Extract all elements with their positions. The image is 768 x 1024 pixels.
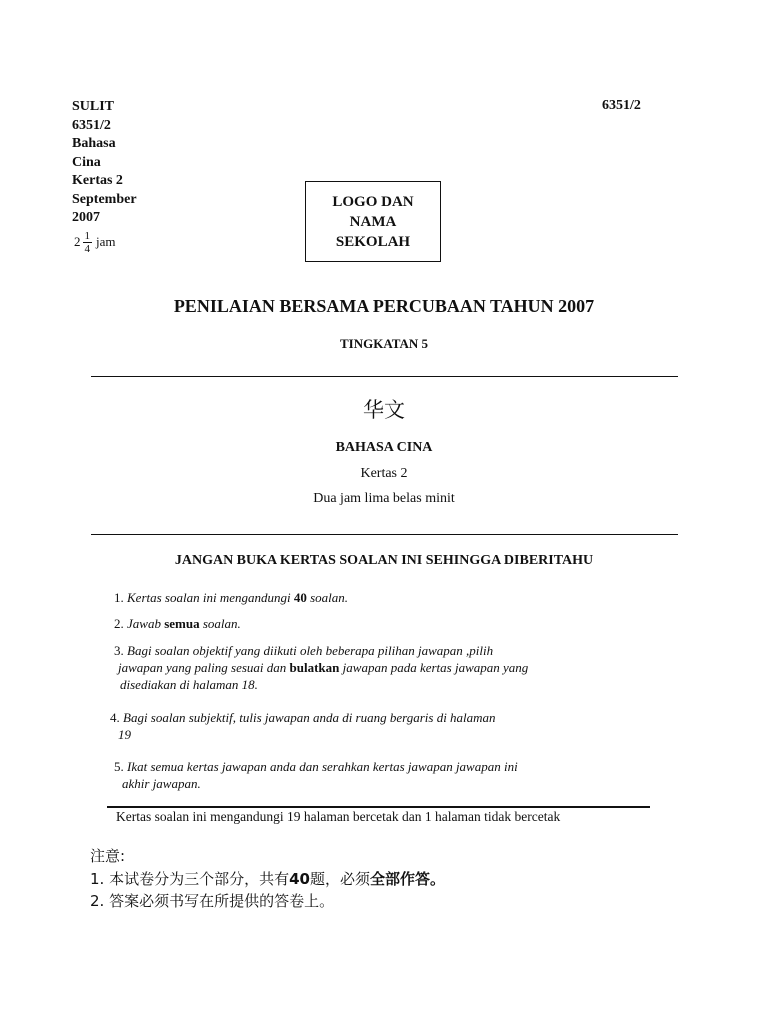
subject-line-1: Bahasa	[72, 136, 116, 151]
instruction-5: 5. Ikat semua kertas jawapan anda dan serahkan kertas jawapan jawapan ini akhir jawapan.	[114, 759, 518, 791]
note-2: 2. 答案必须书写在所提供的答卷上。	[90, 892, 335, 910]
duration-fraction	[74, 230, 116, 255]
logo-line-2: NAMA	[349, 213, 397, 230]
subject-name: BAHASA CINA	[335, 440, 433, 455]
instruction-4: 4. Bagi soalan subjektif, tulis jawapan anda di ruang bergaris di halaman 19	[110, 710, 496, 742]
paper-label: Kertas 2	[360, 466, 408, 481]
top-divider	[91, 376, 678, 377]
duration-denominator: 4	[84, 242, 90, 255]
bottom-divider	[107, 806, 650, 808]
classification-label: SULIT	[72, 99, 115, 114]
note-1: 1. 本试卷分为三个部分，共有40题，必须全部作答。	[90, 870, 446, 888]
exam-title: PENILAIAN BERSAMA PERCUBAAN TAHUN 2007	[173, 296, 595, 316]
header-info	[72, 98, 137, 255]
duration-whole: 2	[74, 233, 81, 249]
duration-text: Dua jam lima belas minit	[313, 491, 455, 506]
logo-line-3: SEKOLAH	[335, 233, 411, 250]
exam-year: 2007	[72, 210, 100, 225]
instruction-3: 3. Bagi soalan objektif yang diikuti oleh beberapa pilihan jawapan ,pilih jawapan yang paling sesuai dan bulatkan jawapan pada kertas jawapan yang disediakan di halaman 18.	[114, 643, 529, 692]
middle-divider	[91, 534, 678, 535]
exam-month: September	[72, 191, 137, 207]
paper-code: 6351/2	[72, 117, 111, 133]
duration-numerator: 1	[84, 229, 90, 242]
instruction-2: 2. Jawab semua soalan.	[114, 616, 241, 631]
school-logo-box	[305, 181, 441, 262]
paper-code-right: 6351/2	[602, 98, 641, 113]
page-count-note: Kertas soalan ini mengandungi 19 halaman bercetak dan 1 halaman tidak bercetak	[116, 809, 561, 824]
duration-unit: jam	[96, 233, 116, 249]
notes-heading: 注意:	[90, 847, 126, 865]
duration-fraction-stack	[83, 230, 93, 255]
paper-number: Kertas 2	[72, 173, 123, 188]
logo-line-1: LOGO DAN	[332, 193, 414, 210]
warning-text: JANGAN BUKA KERTAS SOALAN INI SEHINGGA DIBERITAHU	[174, 553, 594, 568]
chinese-subject-title: 华文	[363, 398, 405, 422]
instruction-1: 1. Kertas soalan ini mengandungi 40 soalan.	[114, 590, 349, 605]
subject-line-2: Cina	[72, 154, 101, 170]
form-level: TINGKATAN 5	[340, 336, 428, 351]
